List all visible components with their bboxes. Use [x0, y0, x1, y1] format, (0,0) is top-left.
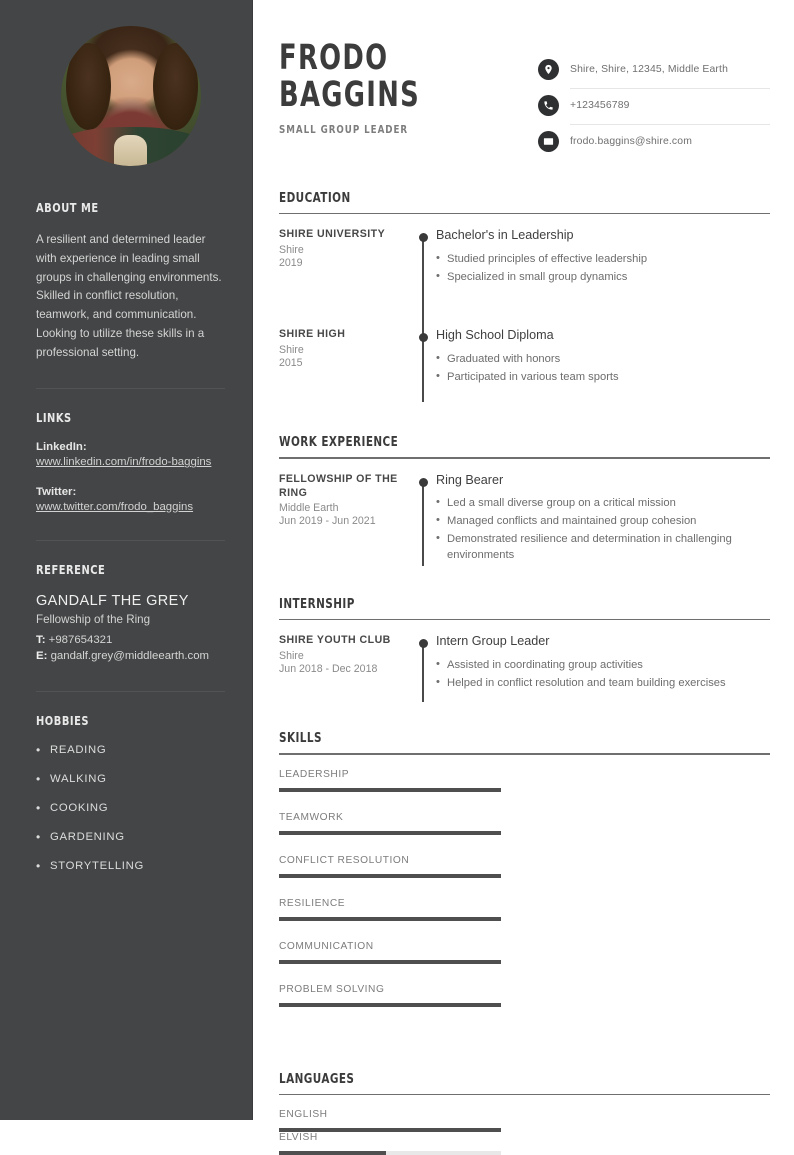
skill-bar-fill [279, 874, 501, 878]
link-label: LinkedIn: [36, 441, 87, 454]
photo-hair-right [153, 43, 198, 130]
contact-email: frodo.baggins@shire.com [570, 136, 693, 147]
avatar [61, 26, 201, 166]
work-experience-heading: WORK EXPERIENCE [279, 434, 399, 451]
section-divider [279, 753, 770, 754]
entry-meta [279, 328, 412, 402]
list-item: • READING [36, 744, 225, 756]
entry-title: Intern Group Leader [436, 634, 550, 649]
timeline-dot-icon [419, 333, 428, 342]
entry-organization: SHIRE UNIVERSITY [279, 228, 386, 241]
section-divider [279, 457, 770, 458]
links-list [36, 441, 225, 535]
section-divider [279, 619, 770, 620]
reference-phone-row [36, 632, 225, 649]
skill-label: TEAMWORK [279, 811, 344, 823]
skills-section [279, 730, 770, 1026]
timeline-dot-icon [419, 639, 428, 648]
language-item [279, 1132, 501, 1155]
contact-row-email [538, 124, 770, 160]
skill-item [279, 984, 501, 1007]
skill-bar-track [279, 874, 501, 878]
list-item: • Participated in various team sports [436, 370, 770, 386]
entry-title: Ring Bearer [436, 472, 504, 487]
entry-meta [279, 634, 412, 702]
hobbies-heading: HOBBIES [36, 712, 90, 728]
education-entry [279, 228, 770, 328]
entry-body [434, 228, 770, 324]
skill-label: COMMUNICATION [279, 940, 374, 952]
about-me-section [36, 200, 225, 384]
reference-phone-label: T: [36, 633, 46, 646]
first-name: FRODO [279, 38, 389, 78]
skill-label: PROBLEM SOLVING [279, 983, 385, 995]
contact-list [538, 52, 770, 160]
language-bar-track [279, 1151, 501, 1155]
email-icon [538, 131, 559, 152]
education-entry [279, 328, 770, 406]
entry-organization: SHIRE YOUTH CLUB [279, 634, 391, 647]
internship-heading: INTERNSHIP [279, 595, 355, 612]
phone-icon [538, 95, 559, 116]
reference-email-label: E: [36, 650, 48, 663]
education-heading: EDUCATION [279, 190, 351, 206]
link-url-linkedin[interactable]: www.linkedin.com/in/frodo-baggins [36, 456, 212, 469]
skill-bar-fill [279, 1003, 501, 1007]
page-title [279, 40, 420, 114]
list-item: • WALKING [36, 773, 225, 785]
education-section [279, 190, 770, 406]
entry-date: Jun 2019 - Jun 2021 [279, 515, 376, 528]
entry-bullets [436, 252, 770, 286]
entry-date: 2019 [279, 257, 303, 270]
work-entry [279, 473, 770, 570]
link-label: Twitter: [36, 485, 77, 498]
entry-body [434, 328, 770, 402]
entry-location: Shire [279, 244, 304, 257]
entry-title: Bachelor's in Leadership [436, 228, 574, 243]
hobbies-list [36, 744, 225, 907]
entry-bullets [436, 496, 770, 564]
skill-label: RESILIENCE [279, 897, 346, 909]
skill-bar-track [279, 788, 501, 792]
photo-hair-left [66, 43, 111, 130]
location-pin-icon [538, 59, 559, 80]
contact-phone: +123456789 [570, 100, 630, 111]
timeline-axis [412, 634, 434, 702]
list-item: • Specialized in small group dynamics [436, 270, 770, 286]
internship-section [279, 596, 770, 706]
main-content [253, 0, 794, 1144]
language-label: ENGLISH [279, 1109, 328, 1121]
list-item: • Led a small diverse group on a critical mission [436, 496, 770, 512]
skill-bar-track [279, 1003, 501, 1007]
name-block [279, 40, 451, 136]
list-item: • STORYTELLING [36, 860, 225, 872]
hobbies-section [36, 691, 225, 907]
skill-item [279, 898, 501, 921]
skill-item [279, 941, 501, 964]
list-item: • Assisted in coordinating group activities [436, 658, 770, 674]
section-divider [279, 1094, 770, 1095]
reference-card [36, 593, 225, 687]
skill-item [279, 769, 501, 792]
photo-collar [114, 135, 148, 166]
entry-bullets [436, 352, 770, 386]
timeline-axis [412, 328, 434, 402]
reference-email-row [36, 648, 225, 665]
skill-label: LEADERSHIP [279, 768, 350, 780]
reference-name: GANDALF THE GREY [36, 592, 189, 609]
list-item: • Managed conflicts and maintained group cohesion [436, 514, 770, 530]
link-item-linkedin [36, 441, 225, 471]
reference-heading: REFERENCE [36, 561, 106, 577]
header [279, 40, 770, 160]
links-section [36, 388, 225, 535]
skill-item [279, 855, 501, 878]
link-url-twitter[interactable]: www.twitter.com/frodo_baggins [36, 500, 194, 513]
reference-email-value: gandalf.grey@middleearth.com [50, 650, 210, 663]
about-me-text: A resilient and determined leader with experience in leading small groups in challenging environments. Skilled in conflict resolution, teamwork, and communication. Looking to utilize these skills in a professional setting. [36, 233, 222, 359]
skills-grid [279, 769, 770, 1027]
entry-organization: FELLOWSHIP OF THE RING [279, 472, 398, 499]
languages-grid [279, 1109, 770, 1155]
contact-row-address [538, 52, 770, 88]
reference-phone-value: +987654321 [48, 633, 113, 646]
entry-title: High School Diploma [436, 328, 554, 343]
timeline-dot-icon [419, 233, 428, 242]
list-item: • Demonstrated resilience and determination in challenging environments [436, 532, 770, 564]
work-experience-section [279, 434, 770, 569]
languages-section [279, 1071, 770, 1155]
timeline-axis [412, 228, 434, 324]
entry-organization: SHIRE HIGH [279, 328, 346, 341]
contact-address: Shire, Shire, 12345, Middle Earth [570, 64, 729, 75]
last-name: BAGGINS [279, 74, 421, 115]
skill-bar-track [279, 960, 501, 964]
languages-heading: LANGUAGES [279, 1070, 355, 1087]
links-heading: LINKS [36, 410, 72, 426]
about-me-heading: ABOUT ME [36, 200, 99, 215]
section-divider [279, 213, 770, 214]
profile-photo-wrap [36, 26, 225, 166]
entry-body [434, 473, 770, 566]
reference-section [36, 540, 225, 687]
entry-location: Middle Earth [279, 502, 339, 515]
list-item: • GARDENING [36, 831, 225, 843]
list-item: • Helped in conflict resolution and team building exercises [436, 676, 770, 692]
internship-entry [279, 634, 770, 706]
skill-bar-fill [279, 917, 501, 921]
language-bar-fill [279, 1151, 386, 1155]
entry-location: Shire [279, 344, 304, 357]
timeline-dot-icon [419, 478, 428, 487]
entry-bullets [436, 658, 770, 692]
contact-row-phone [538, 88, 770, 124]
entry-body [434, 634, 770, 702]
timeline-axis [412, 473, 434, 566]
skill-bar-fill [279, 831, 501, 835]
list-item: • Studied principles of effective leadership [436, 252, 770, 268]
language-label: ELVISH [279, 1132, 318, 1144]
list-item: • COOKING [36, 802, 225, 814]
skill-bar-track [279, 831, 501, 835]
skill-bar-fill [279, 960, 501, 964]
job-role: SMALL GROUP LEADER [279, 122, 409, 136]
skills-heading: SKILLS [279, 730, 322, 747]
entry-date: 2015 [279, 357, 303, 370]
skill-bar-track [279, 917, 501, 921]
language-item [279, 1109, 501, 1132]
list-item: • Graduated with honors [436, 352, 770, 368]
entry-meta [279, 228, 412, 324]
sidebar [0, 0, 253, 1120]
entry-meta [279, 473, 412, 566]
skill-item [279, 812, 501, 835]
skill-bar-fill [279, 788, 501, 792]
entry-date: Jun 2018 - Dec 2018 [279, 663, 378, 676]
link-item-twitter [36, 486, 225, 516]
reference-organization: Fellowship of the Ring [36, 612, 151, 626]
skill-label: CONFLICT RESOLUTION [279, 854, 410, 866]
entry-location: Shire [279, 650, 304, 663]
